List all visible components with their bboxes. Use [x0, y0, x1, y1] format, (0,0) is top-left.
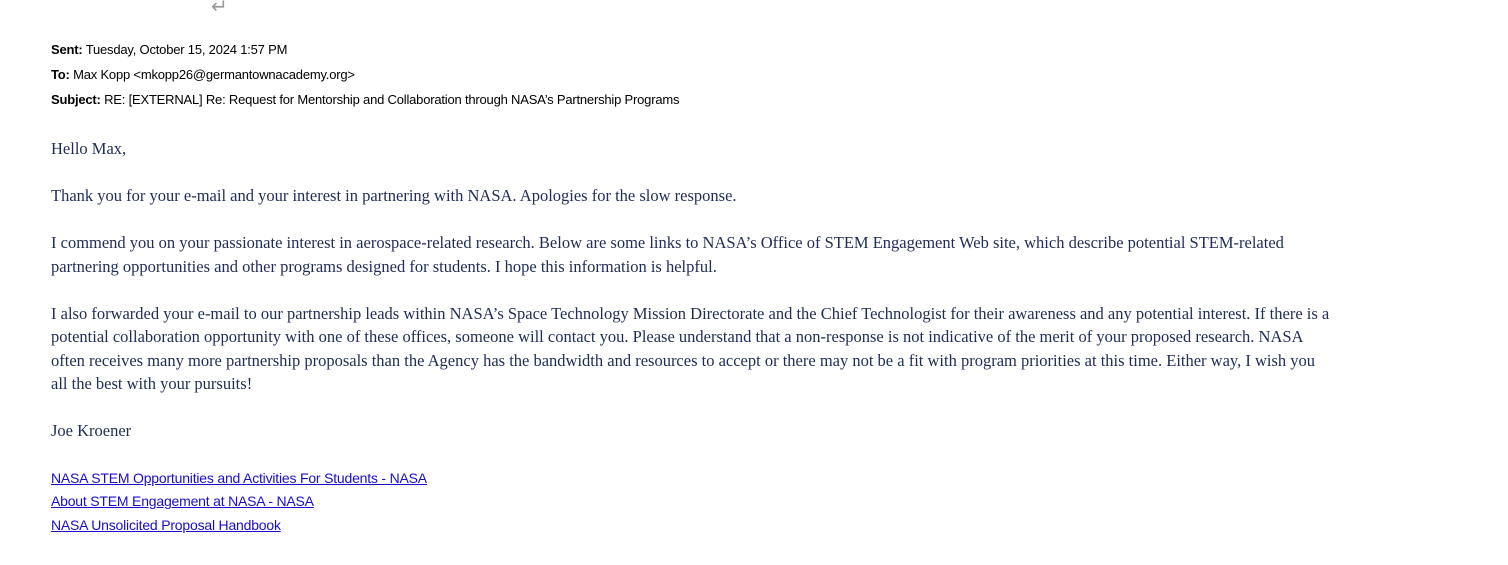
paragraph-forwarded: I also forwarded your e-mail to our partnership leads within NASA’s Space Technology Mission Directorate and the Chief Technologist for their awareness and any potential interest. If there is a potential collaboration opportunity with one of these offices, someone will contact you. Please understand that a non-response is not indicative of the merit of your proposed research. NASA often receives many more partnership proposals than the Agency has the bandwidth and resources to accept or there may not be a fit with program priorities at this time. Either way, I wish you all the best with your pursuits! [51, 303, 1330, 393]
subject-value: RE: [EXTERNAL] Re: Request for Mentorship and Collaboration through NASA’s Partnership Programs [104, 92, 680, 107]
to-label: To: [51, 67, 70, 82]
sent-row [51, 41, 1251, 66]
return-arrow-icon: ↵ [211, 0, 228, 18]
link-unsolicited-proposal-handbook[interactable]: NASA Unsolicited Proposal Handbook [51, 516, 281, 533]
signature: Joe Kroener [51, 421, 132, 440]
email-header [51, 41, 1251, 116]
link-about-stem-engagement[interactable]: About STEM Engagement at NASA - NASA [51, 493, 314, 510]
to-value: Max Kopp <mkopp26@germantownacademy.org> [73, 67, 355, 82]
sent-label: Sent: [51, 42, 83, 57]
paragraph-thanks: Thank you for your e-mail and your interest in partnering with NASA. Apologies for the slow response. [51, 186, 737, 205]
email-body [51, 137, 1331, 466]
paragraph-stem-links: I commend you on your passionate interest in aerospace-related research. Below are some links to NASA’s Office of STEM Engagement Web site, which describe potential STEM-related partnering opportunities and other programs designed for students. I hope this information is helpful. [51, 233, 1284, 276]
subject-row [51, 91, 1251, 116]
sent-value: Tuesday, October 15, 2024 1:57 PM [85, 42, 288, 57]
subject-label: Subject: [51, 92, 101, 107]
to-row [51, 66, 1251, 91]
link-stem-opportunities[interactable]: NASA STEM Opportunities and Activities For Students - NASA [51, 470, 427, 486]
link-list [51, 467, 427, 537]
greeting: Hello Max, [51, 139, 127, 158]
